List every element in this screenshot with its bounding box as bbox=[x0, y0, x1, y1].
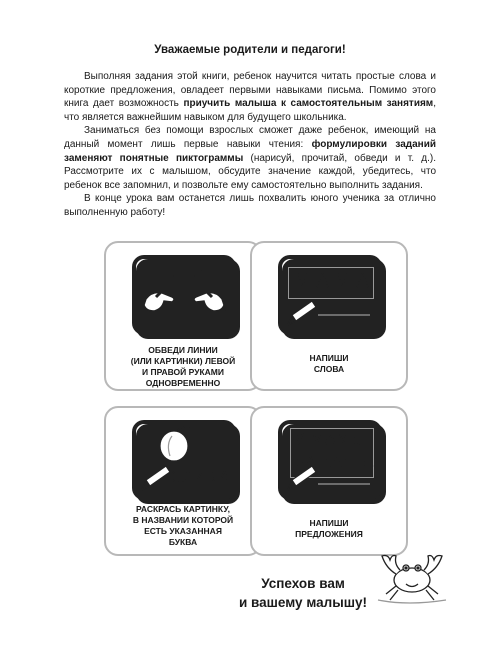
paragraph-3-text: В конце урока вам останется лишь похвалить юного ученика за отлично выполненную работу! bbox=[64, 193, 436, 218]
card-caption bbox=[252, 518, 406, 540]
caption-line: (ИЛИ КАРТИНКИ) ЛЕВОЙ bbox=[130, 356, 236, 366]
pencil-icon bbox=[282, 259, 378, 331]
caption-line: НАПИШИ bbox=[309, 353, 349, 363]
card-caption bbox=[106, 504, 260, 548]
card-write-sentences bbox=[250, 406, 408, 556]
caption-line: В НАЗВАНИИ КОТОРОЙ bbox=[132, 515, 234, 525]
paragraph-2-text-end: (нарисуй, прочитай, обведи и т. д.). Рассмотрите их с малышом, обсудите значение каждой, убедитесь, что ребенок все запомнил, и позвольте ему самостоятельно выполнить задания. bbox=[64, 152, 436, 191]
closing-wish bbox=[238, 574, 368, 612]
caption-line: ПРЕДЛОЖЕНИЯ bbox=[295, 529, 363, 539]
caption-line: НАПИШИ bbox=[309, 518, 349, 528]
caption-line: БУКВА bbox=[168, 537, 198, 547]
sample-word-plum bbox=[170, 468, 233, 486]
caption-line: ОБВЕДИ ЛИНИИ bbox=[148, 345, 218, 355]
word-boxed-letter: А bbox=[219, 468, 231, 486]
card-caption bbox=[106, 345, 260, 389]
card-caption bbox=[252, 353, 406, 375]
closing-line-2: и вашему малышу! bbox=[238, 595, 367, 610]
sample-word: МАМА bbox=[293, 270, 374, 295]
intro-paragraph-3 bbox=[64, 192, 436, 219]
pictogram-frame bbox=[278, 255, 382, 335]
intro-paragraph-2 bbox=[64, 124, 436, 192]
paragraph-1-bold: приучить малыша к самостоятельным занятиям bbox=[183, 98, 434, 110]
intro-text bbox=[64, 70, 436, 220]
paragraph-1-text-end: , что является важнейшим навыком для будущего школьника. bbox=[64, 98, 436, 123]
card-trace-both-hands bbox=[104, 241, 262, 391]
caption-line: СЛОВА bbox=[313, 364, 345, 374]
sentence-line-1: У МАМЫ bbox=[294, 430, 366, 450]
caption-line: И ПРАВОЙ РУКАМИ bbox=[141, 367, 224, 377]
sentence-line-2: БАНАНЫ. bbox=[294, 452, 375, 472]
paragraph-1-text: Выполняя задания этой книги, ребенок научится читать простые слова и короткие предложения, овладеет первыми навыками письма. Помимо этого книга дает возможность bbox=[64, 71, 436, 110]
pictogram-frame bbox=[132, 255, 236, 335]
pictogram-frame bbox=[278, 420, 382, 500]
caption-line: РАСКРАСЬ КАРТИНКУ, bbox=[135, 504, 231, 514]
pencil-icon bbox=[282, 424, 378, 496]
pictogram-frame bbox=[132, 420, 236, 500]
card-write-words bbox=[250, 241, 408, 391]
page-title: Уважаемые родители и педагоги! bbox=[154, 44, 346, 56]
caption-line: ОДНОВРЕМЕННО bbox=[145, 378, 221, 388]
word-main: СЛИВ bbox=[170, 468, 218, 486]
card-color-picture bbox=[104, 406, 262, 556]
closing-line-1: Успехов вам bbox=[261, 576, 345, 591]
two-hands-drawing-icon bbox=[136, 259, 232, 331]
caption-line: ЕСТЬ УКАЗАННАЯ bbox=[144, 526, 222, 536]
paragraph-2-text: Заниматься без помощи взрослых сможет даже ребенок, имеющий на данный момент лишь первые навыки чтения: bbox=[64, 125, 436, 150]
crab-icon bbox=[372, 546, 452, 606]
intro-paragraph-1 bbox=[64, 70, 436, 124]
paragraph-2-bold: формулировки заданий заменяют понятные пиктограммы bbox=[64, 138, 436, 164]
